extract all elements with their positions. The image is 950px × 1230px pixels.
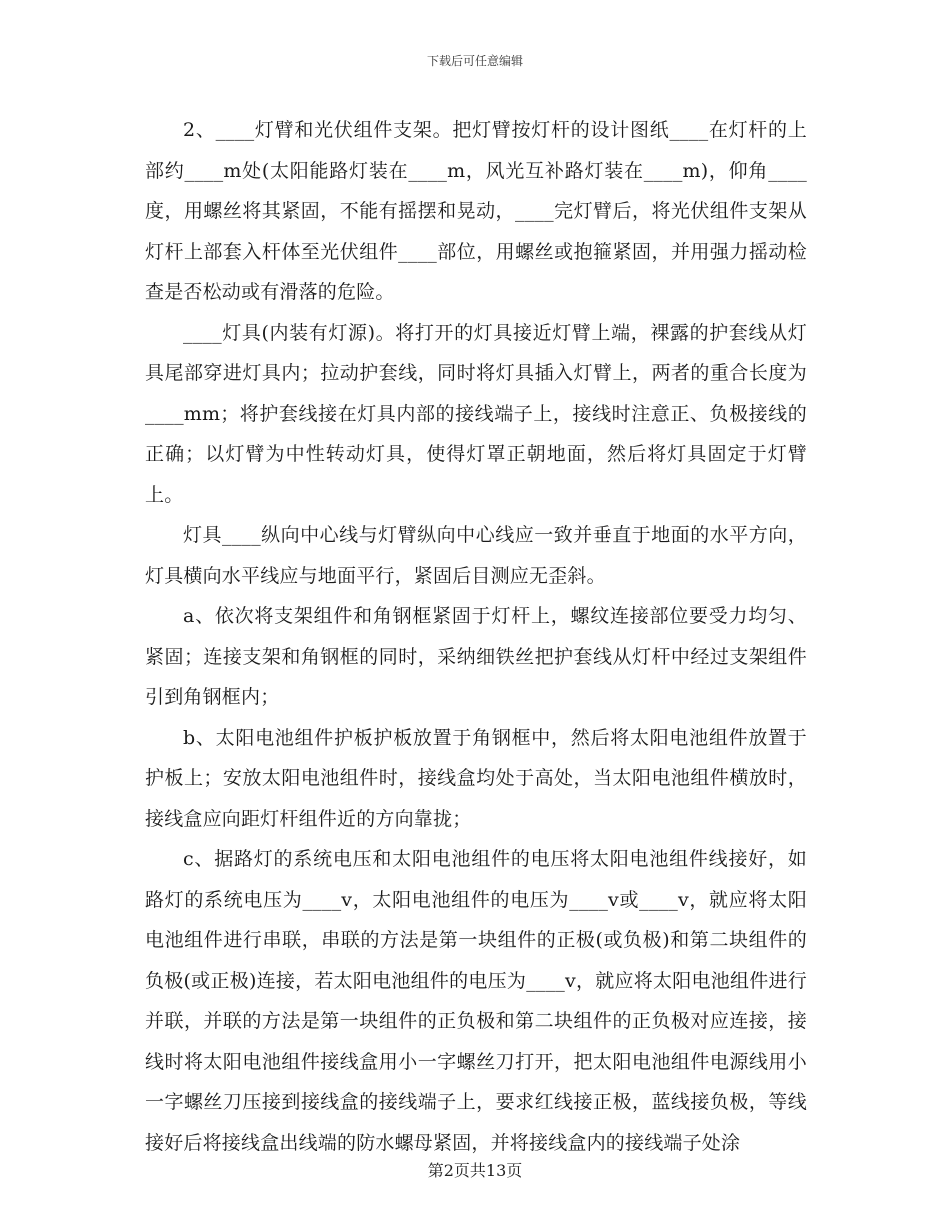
paragraph-4: a、依次将支架组件和角钢框紧固于灯杆上，螺纹连接部位要受力均匀、紧固；连接支架和角钢框的同时，采纳细铁丝把护套线从灯杆中经过支架组件引到角钢框内； [145, 605, 807, 708]
document-body [145, 110, 807, 1163]
paragraph-3: 灯具____纵向中心线与灯臂纵向中心线应一致并垂直于地面的水平方向，灯具横向水平线应与地面平行，紧固后目测应无歪斜。 [145, 524, 807, 587]
paragraph-2: ____灯具(内装有灯源)。将打开的灯具接近灯臂上端，裸露的护套线从灯具尾部穿进灯具内；拉动护套线，同时将灯具插入灯臂上，两者的重合长度为____mm；将护套线接在灯具内部的接线端子上，接线时注意正、负极接线的正确；以灯臂为中性转动灯具，使得灯罩正朝地面，然后将灯具固定于灯臂上。 [145, 321, 807, 506]
paragraph-5: b、太阳电池组件护板护板放置于角钢框中，然后将太阳电池组件放置于护板上；安放太阳电池组件时，接线盒均处于高处，当太阳电池组件横放时，接线盒应向距灯杆组件近的方向靠拢； [145, 726, 807, 830]
paragraph-6: c、据路灯的系统电压和太阳电池组件的电压将太阳电池组件线接好，如路灯的系统电压为____v，太阳电池组件的电压为____v或____v，就应将太阳电池组件进行串联，串联的方法是第一块组件的正极(或负极)和第二块组件的负极(或正极)连接，若太阳电池组件的电压为____v，就应将太阳电池组件进行并联，并联的方法是第一块组件的正负极和第二块组件的正负极对应连接，接线时将太阳电池组件接线盒用小一字螺丝刀打开，把太阳电池组件电源线用小一字螺丝刀压接到接线盒的接线端子上，要求红线接正极，蓝线接负极，等线接好后将接线盒出线端的防水螺母紧固，并将接线盒内的接线端子处涂 [145, 848, 807, 1154]
page-header: 下载后可任意编辑 [426, 54, 523, 68]
paragraph-1: 2、____灯臂和光伏组件支架。把灯臂按灯杆的设计图纸____在灯杆的上部约____m处(太阳能路灯装在____m，风光互补路灯装在____m)，仰角____度，用螺丝将其紧固，不能有摇摆和晃动，____完灯臂后，将光伏组件支架从灯杆上部套入杆体至光伏组件____部位，用螺丝或抱箍紧固，并用强力摇动检查是否松动或有滑落的危险。 [145, 119, 807, 303]
page-number: 第2页共13页 [427, 1161, 523, 1180]
